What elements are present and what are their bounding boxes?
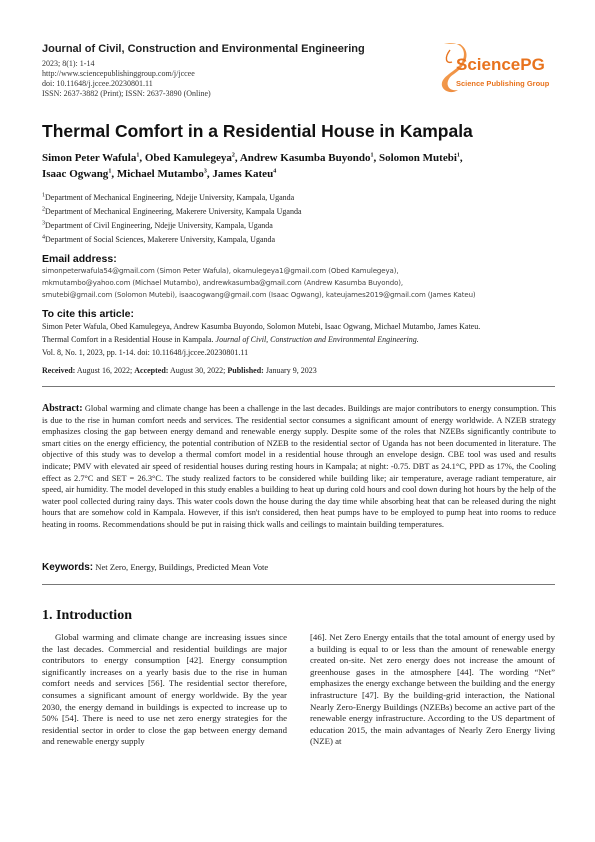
author-affiliation-mark: 3 xyxy=(203,168,207,175)
sciencepg-logo xyxy=(438,40,556,98)
author-separator: , xyxy=(373,152,379,164)
citation-authors: Simon Peter Wafula, Obed Kamulegeya, Andrew Kasumba Buyondo, Solomon Mutebi, Isaac Ogwang, Michael Mutambo, James Kateu. xyxy=(42,322,481,331)
author-affiliation-mark: 1 xyxy=(108,168,112,175)
intro-column-left: Global warming and climate change are increasing issues since the last decades. Commercial and residential buildings are major contributors to energy consumption [42]. Energy consumption significantly increases on a yearly basis due to the rise in human comfort needs and services [56]. The residential sector therefore, consumes a significant amount of energy worldwide. By the year 2030, the energy demand in buildings is expected to increase up to 50% [54]. There is need to use net zero energy strategies for the residential sector in order to close the gap between energy demand and renewable energy supply xyxy=(42,632,287,747)
author-name: Michael Mutambo xyxy=(116,168,204,180)
logo-subtitle: Science Publishing Group xyxy=(456,79,550,88)
author-separator: , xyxy=(234,152,240,164)
divider-top xyxy=(42,386,555,387)
author-affiliation-mark: 1 xyxy=(136,152,140,159)
author-separator: , xyxy=(206,168,213,180)
intro-column-right: [46]. Net Zero Energy entails that the total amount of energy used by a building is equal to or less than the amount of renewable energy created on-site. Net zero energy does not increase the amount of greenhouse gases in the atmosphere [44]. The wording “Net” emphasizes the energy exchange between the building and the energy infrastructure [47]. By the building-grid interaction, the National Nearly Zero-Energy Buildings (NZEBs) become an active part of the renewable energy infrastructure. According to the US department of education 2015, the main advantages of Nearly Zero Energy living (NZE) at xyxy=(310,632,555,747)
publication-dates: Received: August 16, 2022; Accepted: August 30, 2022; Published: January 9, 2023 xyxy=(42,366,317,375)
citation-title-journal: Thermal Comfort in a Residential House in Kampala. Journal of Civil, Construction and Environmental Engineering. xyxy=(42,335,419,344)
keywords xyxy=(42,562,268,573)
author-affiliation-mark: 4 xyxy=(273,168,277,175)
email-line-1[interactable]: simonpeterwafula54@gmail.com (Simon Peter Wafula), okamulegeya1@gmail.com (Obed Kamulegeya), xyxy=(42,267,399,275)
citation-journal: Journal of Civil, Construction and Environmental Engineering. xyxy=(215,335,419,344)
author-separator: , xyxy=(139,152,145,164)
email-line-3[interactable]: smutebi@gmail.com (Solomon Mutebi), isaacogwang@gmail.com (Isaac Ogwang), kateujames2019@gmail.com (James Kateu) xyxy=(42,291,476,299)
paper-title: Thermal Comfort in a Residential House in Kampala xyxy=(42,121,473,141)
logo-wordmark: SciencePG xyxy=(456,55,545,74)
author-affiliation-mark: 1 xyxy=(370,152,374,159)
abstract-label: Abstract: xyxy=(42,403,83,414)
authors-line-1 xyxy=(42,152,463,164)
journal-issue: 2023; 8(1): 1-14 xyxy=(42,59,95,68)
journal-url[interactable]: http://www.sciencepublishinggroup.com/j/jccee xyxy=(42,69,195,78)
author-name: Andrew Kasumba Buyondo xyxy=(239,152,371,164)
affiliation-1: $^1$Department of Mechanical Engineering, Ndejje University, Kampala, Uganda xyxy=(42,192,295,202)
author-name: Solomon Mutebi xyxy=(378,152,457,164)
divider-bottom xyxy=(42,584,555,585)
author-name: James Kateu xyxy=(212,168,274,180)
keywords-text: Net Zero, Energy, Buildings, Predicted Mean Vote xyxy=(93,562,269,572)
citation-heading: To cite this article: xyxy=(42,308,134,320)
affiliation-2: $^2$Department of Mechanical Engineering, Makerere University, Kampala Uganda xyxy=(42,206,302,216)
affiliation-4: $^4$Department of Social Sciences, Makerere University, Kampala, Uganda xyxy=(42,234,276,244)
abstract xyxy=(42,403,556,531)
author-name: Isaac Ogwang xyxy=(42,168,109,180)
author-affiliation-mark: 1 xyxy=(456,152,460,159)
introduction-heading: 1. Introduction xyxy=(42,608,132,623)
email-line-2[interactable]: mkmutambo@yahoo.com (Michael Mutambo), andrewkasumba@gmail.com (Andrew Kasumba Buyondo), xyxy=(42,279,404,287)
author-separator: , xyxy=(111,168,117,180)
journal-name: Journal of Civil, Construction and Environmental Engineering xyxy=(42,43,365,55)
author-name: Simon Peter Wafula xyxy=(42,152,137,164)
author-name: Obed Kamulegeya xyxy=(144,152,232,164)
journal-doi[interactable]: doi: 10.11648/j.jccee.20230801.11 xyxy=(42,79,153,88)
author-affiliation-mark: 2 xyxy=(231,152,235,159)
affiliation-3: $^3$Department of Civil Engineering, Ndejje University, Kampala, Uganda xyxy=(42,220,273,230)
author-separator: , xyxy=(459,152,463,164)
keywords-label: Keywords: xyxy=(42,562,94,573)
email-heading: Email address: xyxy=(42,253,117,265)
citation-volume-doi: Vol. 8, No. 1, 2023, pp. 1-14. doi: 10.11648/j.jccee.20230801.11 xyxy=(42,348,249,357)
authors-line-2 xyxy=(42,168,276,180)
abstract-text: Global warming and climate change has been a challenge in the last decades. Buildings are major contributors to energy consumption. This is due to the rise in human comfort needs and services. The residential sector consumes a significant amount of energy worldwide. A NZEB strategy emphasizes closing the gap between energy demand and renewable energy supply. Despite some of the roles that NZEBs significantly contribute to smart cities on the energy efficiency, the potential contribution of NZEB to the residential sector of Uganda has not been documented in literature. The objective of this study was to develop a thermal comfort model in a residential house through an envelope design. CBE tool was used and results indicate; PMV with elevated air speed of residential houses during resting hours in Kampala; at night: -0.75. DBT as 24.1°C, PPD as 17%, the Cooling effect as 2.7°C and SET = 26.3°C. The study realized factors to be considered while building like; air temperature, average radiant temperature, air speed, air humidity. The model developed in this study enables a building to heat up during cold hours and cool down during hot hours by the help of the water pool collected during rainy days. This water cools down the house during the day time while absorbing heat that can be released during the night hours that are somehow cold in Kampala. However, if this isn't considered, then heat pumps have to be employed to pump heat into rooms to reduce heating in rooms. Recommendations should be put in raising thick walls and ceilings to maintain building temperatures. xyxy=(42,404,556,529)
journal-issn: ISSN: 2637-3882 (Print); ISSN: 2637-3890 (Online) xyxy=(42,89,211,98)
